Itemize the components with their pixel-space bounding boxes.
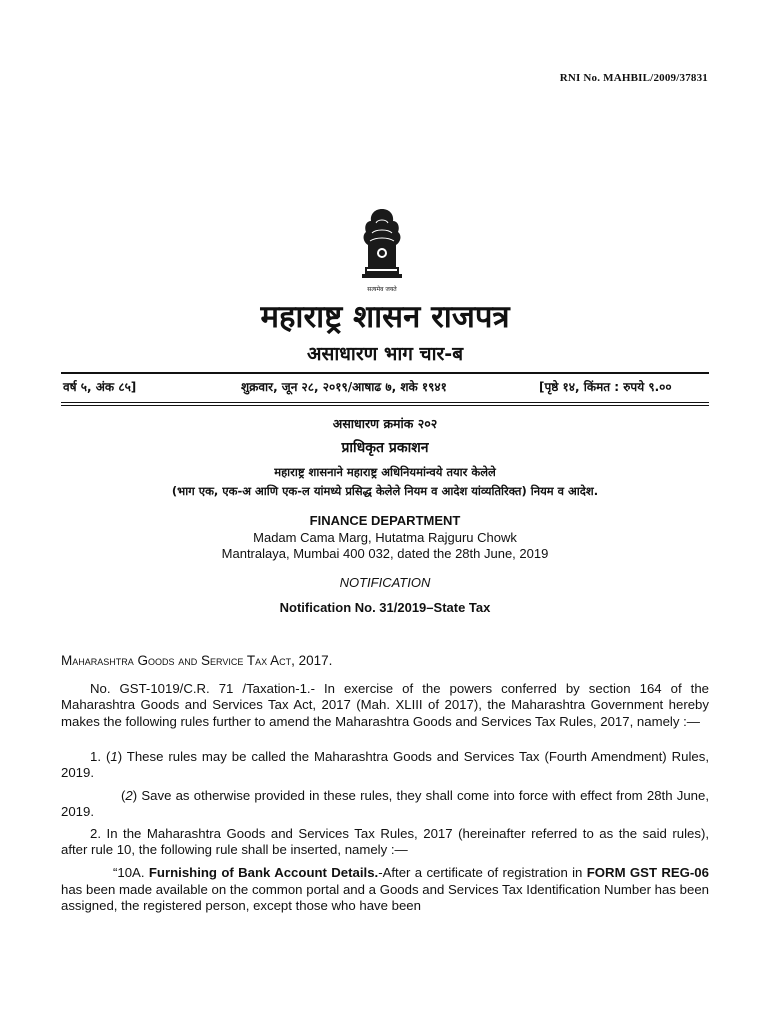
emblem-motto: सत्यमेव जयते xyxy=(367,286,397,293)
department-address-2: Mantralaya, Mumbai 400 032, dated the 28th June, 2019 xyxy=(221,546,549,561)
header-line-1: महाराष्ट्र शासनाने महाराष्ट्र अधिनियमांन्वये तयार केलेले xyxy=(274,465,496,479)
divider xyxy=(61,405,709,406)
paragraph-rule-1-1: 1. (1) These rules may be called the Maharashtra Goods and Services Tax (Fourth Amendment) Rules, 2019. xyxy=(61,749,709,781)
paragraph-rule-2: 2. In the Maharashtra Goods and Services Tax Rules, 2017 (hereinafter referred to as the said rules), after rule 10, the following rule shall be inserted, namely :— xyxy=(61,826,709,858)
gazette-info-row xyxy=(61,378,709,396)
department-name: FINANCE DEPARTMENT xyxy=(309,513,461,528)
paragraph-rule-10a: “10A. Furnishing of Bank Account Details.-After a certificate of registration in FORM GST REG-06 has been made available on the common portal and a Goods and Services Tax Identification Number has been assigned, the registered person, except those who have been xyxy=(61,865,709,914)
rni-number: RNI No. MAHBIL/2009/37831 xyxy=(559,72,708,84)
gazette-subtitle: असाधारण भाग चार-ब xyxy=(306,343,464,365)
act-title: Maharashtra Goods and Service Tax Act, 2017. xyxy=(61,653,333,668)
authority-line: प्राधिकृत प्रकाशन xyxy=(341,440,429,456)
divider xyxy=(61,372,709,374)
form-name: FORM GST REG-06 xyxy=(586,865,709,880)
extraordinary-number: असाधारण क्रमांक २०२ xyxy=(332,416,438,431)
rule-heading: Furnishing of Bank Account Details. xyxy=(148,865,379,880)
gazette-title: महाराष्ट्र शासन राजपत्र xyxy=(260,299,510,335)
volume-issue: वर्ष ५, अंक ८५] xyxy=(63,380,137,394)
state-emblem-icon xyxy=(350,205,414,297)
pages-price: [पृष्ठे १४, किंमत : रुपये ९.०० xyxy=(539,380,672,394)
paragraph-preamble: No. GST-1019/C.R. 71 /Taxation-1.- In exercise of the powers conferred by section 164 of the Maharashtra Goods and Services Tax Act, 2017 (Mah. XLIII of 2017), the Maharashtra Government hereby makes the following rules further to amend the Maharashtra Goods and Services Tax Rules, 2017, namely :— xyxy=(61,681,709,729)
notification-label: NOTIFICATION xyxy=(339,575,431,590)
notification-number: Notification No. 31/2019–State Tax xyxy=(279,600,491,615)
divider xyxy=(61,402,709,403)
publication-date: शुक्रवार, जून २८, २०१९/आषाढ ७, शके १९४१ xyxy=(241,380,447,394)
paragraph-rule-1-2: (2) Save as otherwise provided in these rules, they shall come into force with effect from 28th June, 2019. xyxy=(61,788,709,820)
department-address-1: Madam Cama Marg, Hutatma Rajguru Chowk xyxy=(253,530,517,545)
header-line-2: (भाग एक, एक-अ आणि एक-ल यांमध्ये प्रसिद्ध केलेले नियम व आदेश यांव्यतिरिक्त) नियम व आदेश. xyxy=(171,484,599,498)
